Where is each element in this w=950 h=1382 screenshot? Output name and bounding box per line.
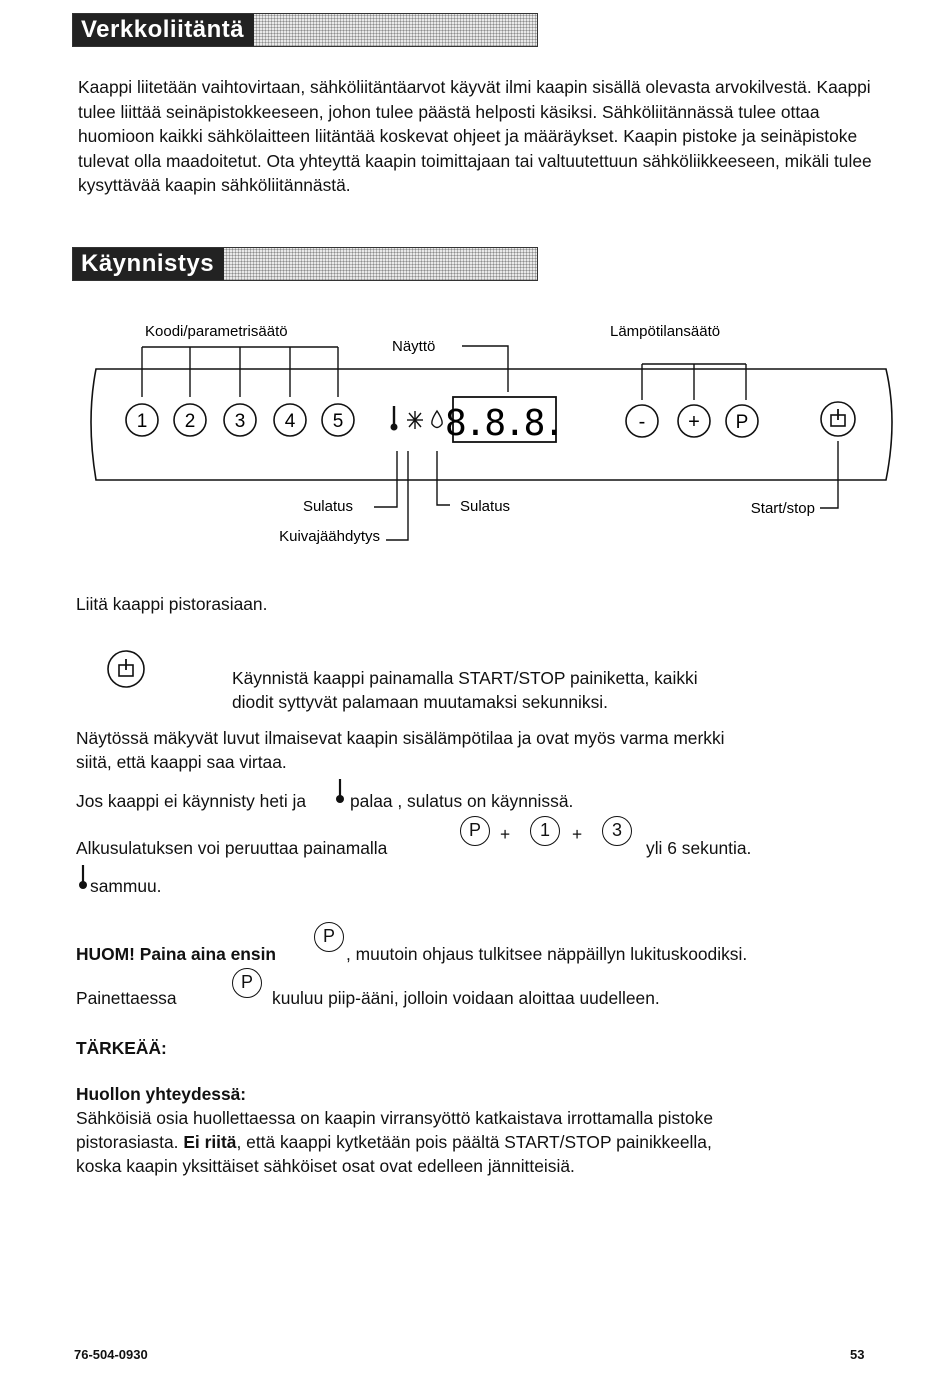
display-explanation-line1: Näytössä mäkyvät luvut ilmaisevat kaapin sisälämpötilaa ja ovat myös varma merkki	[76, 728, 725, 748]
temp-button-label: P	[735, 412, 749, 433]
service-heading: Huollon yhteydessä:	[76, 1084, 247, 1104]
important-heading: TÄRKEÄÄ:	[76, 1038, 167, 1058]
code-button-3[interactable]	[224, 404, 256, 436]
section-heading-kaynnistys	[72, 247, 538, 281]
snowflake-icon	[407, 411, 423, 429]
service-line1: Sähköisiä osia huollettaessa on kaapin virransyöttö katkaistava irrottamalla pistoke	[76, 1108, 714, 1128]
connection-paragraph: Kaappi liitetään vaihtovirtaan, sähköliitäntäarvot käyvät ilmi kaapin sisällä olevasta arvokilvestä. Kaappi tulee liittää seinäpistokkeeseen, johon tulee päästä helposti käsiksi. Sähköliitännässä tulee ottaa huomioon kaikki sähkölaitteen liitäntää koskevat ohjeet ja määräykset. Kaapin pistoke ja seinäpistoke tulevat olla maadoitetut. Ota yhteyttä kaapin toimittajaan tai valtuutettuun sähköliikkeeseen, mikäli tulee kysyttävää kaapin sähköliitännästä.	[78, 77, 872, 196]
code-button-2[interactable]	[174, 404, 206, 436]
droplet-icon	[432, 411, 442, 428]
defrost-off-text: sammuu.	[90, 876, 162, 896]
display-value: 8.8.8.	[444, 403, 564, 444]
thermometer-icon	[76, 864, 90, 890]
defrost-right-leader	[437, 451, 450, 505]
display-screen	[445, 397, 563, 444]
p-button-icon: P	[314, 922, 344, 952]
display-explanation-line2: siitä, että kaappi saa virtaa.	[76, 752, 287, 772]
cancel-defrost-text: Alkusulatuksen voi peruuttaa painamalla	[76, 838, 388, 858]
code-button-label: 4	[284, 411, 296, 432]
plus-sign: +	[500, 824, 511, 844]
cancel-defrost-suffix: yli 6 sekuntia.	[646, 838, 752, 858]
code-button-label: 3	[234, 411, 246, 432]
note-rest: , muutoin ohjaus tulkitsee näppäillyn lukituskoodiksi.	[346, 944, 748, 964]
service-line2-a: pistorasiasta.	[76, 1132, 179, 1152]
defrost-left-leader	[374, 451, 397, 507]
service-line3: koska kaapin yksittäiset sähköiset osat ovat edelleen jännitteisiä.	[76, 1156, 575, 1176]
page-number: 53	[850, 1347, 865, 1362]
label-defrost-left: Sulatus	[302, 498, 353, 515]
connect-instruction: Liitä kaappi pistorasiaan.	[76, 594, 268, 614]
service-line2	[76, 1132, 712, 1153]
label-temp: Lämpötilansäätö	[610, 323, 721, 340]
press-text-part1: Painettaessa	[76, 988, 177, 1008]
label-code: Koodi/parametrisäätö	[145, 323, 288, 340]
power-icon	[104, 649, 148, 689]
defrost-note-part2: palaa , sulatus on käynnissä.	[350, 791, 574, 811]
temp-minus-button[interactable]	[626, 405, 658, 437]
code-button-4[interactable]	[274, 404, 306, 436]
start-instruction-line2: diodit syttyvät palamaan muutamaksi sekunniksi.	[232, 692, 609, 712]
p-button-icon: P	[232, 968, 262, 998]
button-1-icon: 1	[530, 816, 560, 846]
p-button-icon: P	[460, 816, 490, 846]
service-line2-bold: Ei riitä	[183, 1132, 237, 1152]
thermometer-icon	[391, 406, 398, 431]
section-heading-verkkoliitanta	[72, 13, 538, 47]
label-dry-cooling: Kuivajäähdytys	[279, 528, 380, 545]
startstop-leader	[820, 441, 838, 508]
temp-button-label: -	[638, 411, 646, 433]
thermometer-icon	[333, 778, 347, 804]
code-button-label: 2	[184, 411, 196, 432]
start-instruction-line1: Käynnistä kaappi painamalla START/STOP painiketta, kaikki	[232, 668, 698, 688]
temp-button-label: +	[688, 411, 700, 433]
code-bracket	[142, 347, 338, 397]
service-line2-c: , että kaappi kytketään pois päältä START/STOP painikkeella,	[236, 1132, 712, 1152]
code-button-1[interactable]	[126, 404, 158, 436]
code-button-label: 1	[136, 411, 148, 432]
note-bold: HUOM! Paina aina ensin	[76, 944, 277, 964]
plus-sign: +	[572, 824, 583, 844]
section-title: Verkkoliitäntä	[73, 14, 254, 46]
button-3-icon: 3	[602, 816, 632, 846]
label-defrost-right: Sulatus	[460, 498, 511, 515]
power-button[interactable]	[821, 402, 855, 436]
code-button-5[interactable]	[322, 404, 354, 436]
code-button-label: 5	[332, 411, 344, 432]
temp-plus-button[interactable]	[678, 405, 710, 437]
document-code: 76-504-0930	[74, 1347, 148, 1362]
label-display: Näyttö	[392, 338, 436, 355]
temp-p-button[interactable]	[726, 405, 758, 437]
press-text-part2: kuuluu piip-ääni, jolloin voidaan aloittaa uudelleen.	[272, 988, 660, 1008]
section-title: Käynnistys	[73, 248, 224, 280]
control-panel-diagram	[0, 300, 950, 560]
label-startstop: Start/stop	[750, 500, 815, 517]
defrost-note-part1: Jos kaappi ei käynnisty heti ja	[76, 791, 307, 811]
